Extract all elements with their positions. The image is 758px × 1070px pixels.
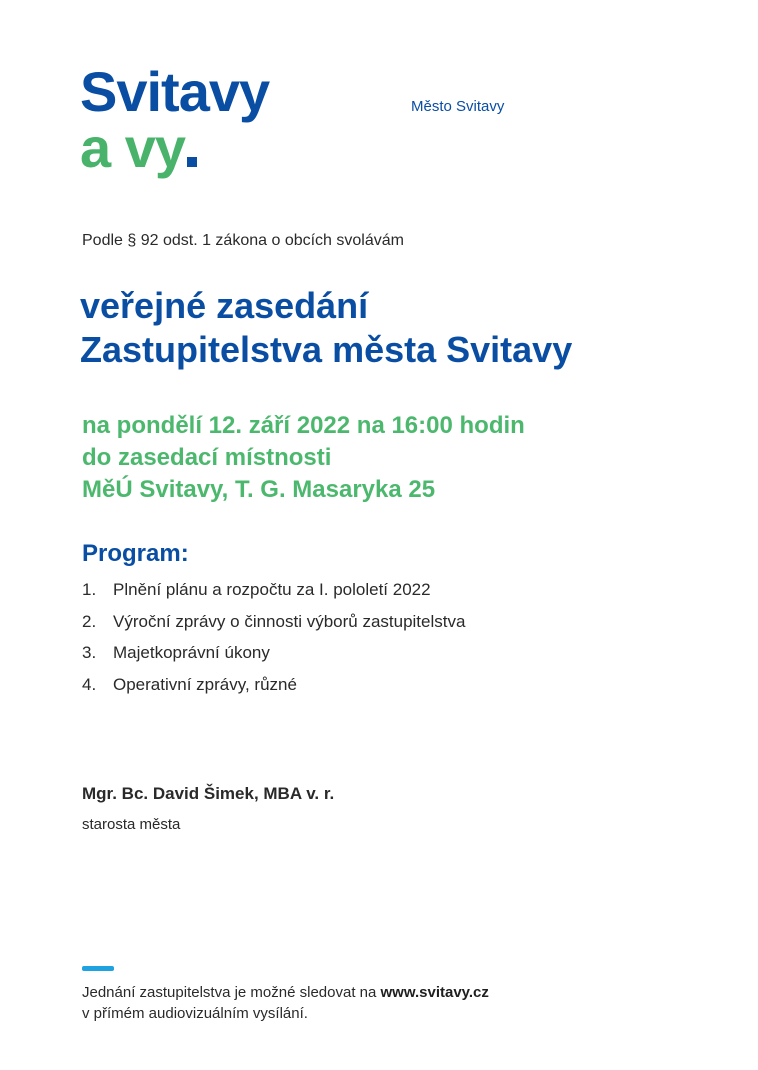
program-item-number: 1. [82,580,97,599]
meeting-details [82,410,682,506]
program-item-text: Výroční zprávy o činnosti výborů zastupitelstva [113,611,466,631]
program-item-number: 2. [82,611,97,631]
logo-dot-icon [187,157,197,167]
title-line-2: Zastupitelstva města Svitavy [80,329,573,370]
program-item [82,640,465,672]
program-item [82,672,465,704]
signature-role: starosta města [82,816,181,833]
meeting-room: do zasedací místnosti [82,444,332,471]
program-list [82,577,465,703]
footer-note [82,982,489,1024]
meeting-address: MěÚ Svitavy, T. G. Masaryka 25 [82,476,436,503]
program-item-text: Majetkoprávní úkony [113,643,270,662]
footer-line-2: v přímém audiovizuálním vysílání. [82,1005,308,1022]
program-item [82,609,465,641]
intro-text: Podle § 92 odst. 1 zákona o obcích svolávám [82,232,404,249]
logo-text-svitavy: Svitavy [80,60,270,123]
footer-line-1 [82,982,489,1003]
logo-text-a-vy [80,118,197,178]
svitavy-logo [80,62,340,192]
program-item-number: 4. [82,674,97,694]
title-line-1: veřejné zasedání [80,285,369,326]
signature-name: Mgr. Bc. David Šimek, MBA v. r. [82,784,335,803]
program-heading: Program: [82,540,189,567]
meeting-date: na pondělí 12. září 2022 na 16:00 hodin [82,412,525,439]
document-title [80,284,720,372]
website-link[interactable]: www.svitavy.cz [380,984,489,1001]
program-item-text: Operativní zprávy, různé [113,674,297,694]
accent-divider [82,966,114,971]
program-item-text: Plnění plánu a rozpočtu za I. pololetí 2022 [113,580,431,599]
program-item-number: 3. [82,643,97,662]
logo-text-a-vy-label: a vy [80,116,185,179]
city-name: Město Svitavy [411,98,505,115]
program-item [82,577,465,609]
footer-text: Jednání zastupitelstva je možné sledovat na [82,984,381,1001]
